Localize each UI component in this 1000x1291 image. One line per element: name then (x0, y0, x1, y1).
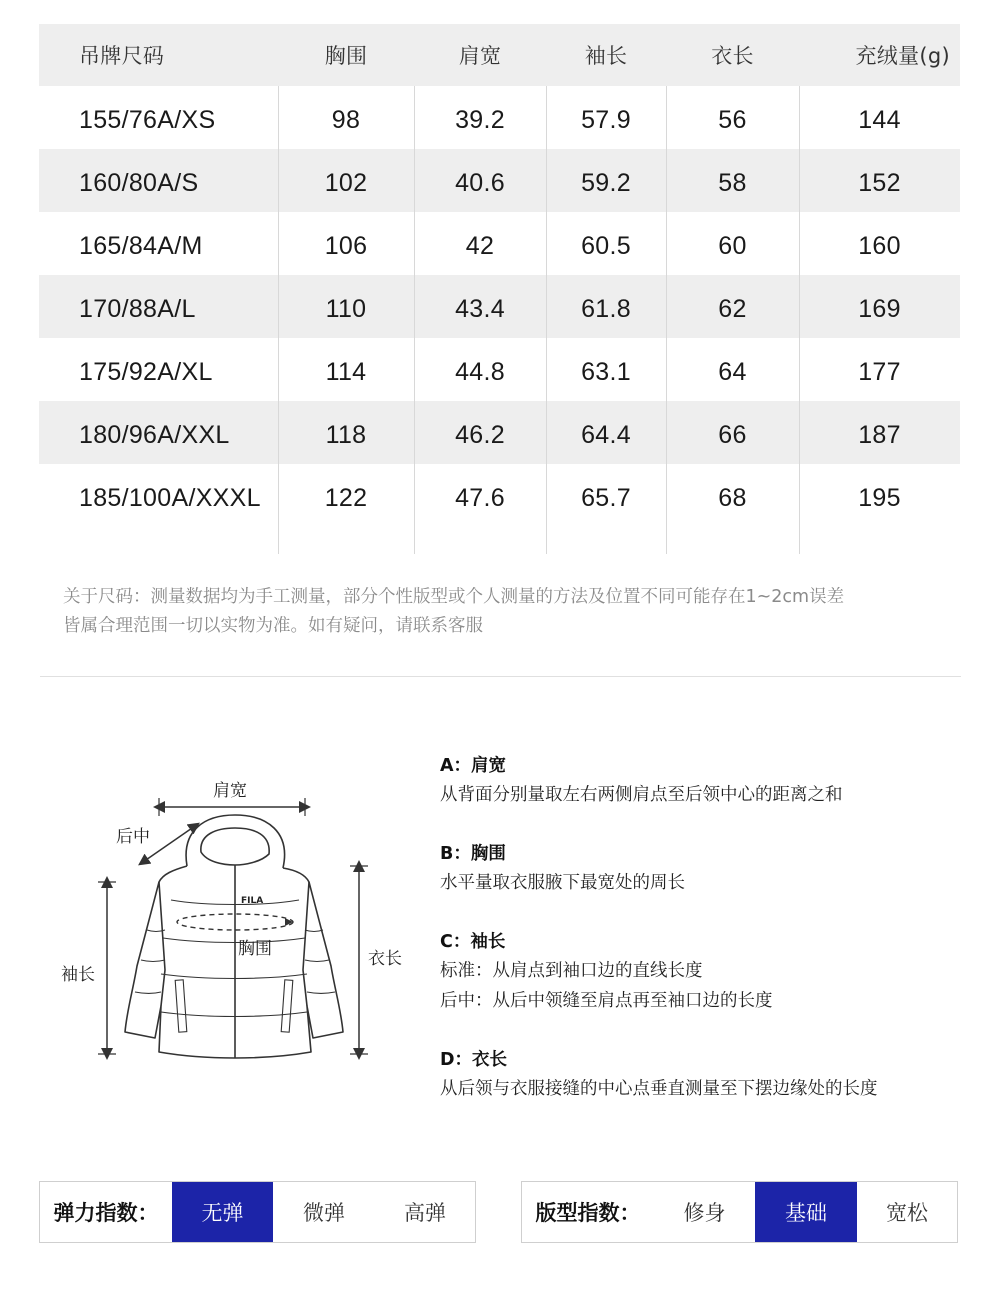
definition-shoulder (440, 752, 980, 810)
definition-title: B：胸围 (440, 844, 506, 864)
definition-length (440, 1046, 980, 1104)
length-cell: 66 (718, 421, 747, 449)
down-fill-cell: 160 (858, 232, 901, 260)
chest-cell: 122 (324, 484, 368, 512)
header-sleeve: 袖长 (584, 44, 628, 68)
back-center-label: 后中 (116, 827, 150, 847)
definition-chest (440, 840, 980, 898)
sleeve-cell: 61.8 (581, 295, 631, 323)
definition-title: A：肩宽 (440, 756, 507, 776)
definition-title: D：衣长 (440, 1050, 508, 1070)
sleeve-label: 袖长 (61, 965, 95, 985)
jacket-illustration (55, 770, 425, 1070)
fit-option-loose[interactable]: 宽松 (886, 1201, 928, 1225)
size-tag-cell: 175/92A/XL (79, 358, 213, 386)
length-cell: 62 (718, 295, 747, 323)
size-tag-cell: 170/88A/L (79, 295, 196, 323)
definition-text: 从背面分别量取左右两侧肩点至后领中心的距离之和 (440, 785, 843, 805)
down-fill-cell: 187 (858, 421, 901, 449)
brand-logo: FILA (241, 896, 264, 906)
table-row (39, 464, 960, 527)
shoulder-cell: 47.6 (455, 484, 505, 512)
column-divider (414, 86, 415, 554)
down-fill-cell: 152 (858, 169, 901, 197)
chest-cell: 102 (324, 169, 368, 197)
fit-index (521, 1181, 958, 1243)
measurement-diagram (55, 770, 425, 1070)
length-cell: 64 (718, 358, 747, 386)
length-cell: 58 (718, 169, 747, 197)
shoulder-cell: 40.6 (455, 169, 505, 197)
size-tag-cell: 160/80A/S (79, 169, 199, 197)
shoulder-cell: 39.2 (455, 106, 505, 134)
size-tag-cell: 165/84A/M (79, 232, 203, 260)
column-divider (799, 86, 800, 554)
length-cell: 56 (718, 106, 747, 134)
elasticity-option-slight[interactable]: 微弹 (303, 1201, 345, 1225)
sleeve-cell: 64.4 (581, 421, 631, 449)
definition-text: 后中：从后中领缝至肩点再至袖口边的长度 (440, 991, 773, 1011)
table-row (39, 149, 960, 212)
chest-cell: 106 (324, 232, 368, 260)
fit-option-regular[interactable]: 基础 (755, 1182, 857, 1242)
definition-sleeve (440, 928, 980, 1016)
definition-text: 水平量取衣服腋下最宽处的周长 (440, 873, 685, 893)
sleeve-cell: 59.2 (581, 169, 631, 197)
elasticity-index (39, 1181, 476, 1243)
shoulder-label: 肩宽 (213, 781, 247, 801)
shoulder-cell: 44.8 (455, 358, 505, 386)
elasticity-label: 弹力指数： (53, 1201, 159, 1225)
table-header-row (39, 24, 960, 86)
table-row (39, 275, 960, 338)
shoulder-cell: 43.4 (455, 295, 505, 323)
definition-title: C：袖长 (440, 932, 506, 952)
column-divider (666, 86, 667, 554)
down-fill-cell: 195 (858, 484, 901, 512)
size-tag-cell: 155/76A/XS (79, 106, 216, 134)
sleeve-cell: 63.1 (581, 358, 631, 386)
chest-cell: 98 (331, 106, 361, 134)
size-tag-cell: 180/96A/XXL (79, 421, 230, 449)
sleeve-cell: 65.7 (581, 484, 631, 512)
shoulder-cell: 46.2 (455, 421, 505, 449)
chest-label: 胸围 (238, 939, 272, 959)
note-line-1: 关于尺码：测量数据均为手工测量，部分个性版型或个人测量的方法及位置不同可能存在1~2cm误差 (63, 587, 845, 607)
header-down-fill: 充绒量(g) (855, 44, 950, 68)
length-cell: 68 (718, 484, 747, 512)
fit-label: 版型指数： (535, 1201, 641, 1225)
table-row (39, 86, 960, 149)
measurement-definitions (440, 752, 980, 1104)
column-divider (546, 86, 547, 554)
down-fill-cell: 169 (858, 295, 901, 323)
section-divider (40, 676, 961, 677)
chest-cell: 118 (325, 421, 367, 449)
length-label: 衣长 (368, 949, 402, 969)
header-length: 衣长 (711, 44, 754, 68)
table-row (39, 212, 960, 275)
length-cell: 60 (718, 232, 747, 260)
elasticity-option-none[interactable]: 无弹 (172, 1182, 273, 1242)
elasticity-option-high[interactable]: 高弹 (404, 1201, 446, 1225)
chest-cell: 114 (325, 358, 367, 386)
chest-cell: 110 (325, 295, 367, 323)
header-size-tag: 吊牌尺码 (79, 44, 165, 68)
column-divider (278, 86, 279, 554)
sleeve-cell: 60.5 (581, 232, 631, 260)
note-line-2: 皆属合理范围一切以实物为准。如有疑问，请联系客服 (63, 616, 483, 636)
definition-text: 标准：从肩点到袖口边的直线长度 (440, 961, 703, 981)
fit-option-slim[interactable]: 修身 (683, 1201, 726, 1225)
down-fill-cell: 177 (858, 358, 901, 386)
down-fill-cell: 144 (858, 106, 901, 134)
size-table (39, 24, 960, 527)
table-row (39, 401, 960, 464)
definition-text: 从后领与衣服接缝的中心点垂直测量至下摆边缘处的长度 (440, 1079, 878, 1099)
header-shoulder: 肩宽 (458, 44, 502, 68)
table-row (39, 338, 960, 401)
size-note (63, 583, 963, 641)
size-tag-cell: 185/100A/XXXL (79, 484, 261, 512)
sleeve-cell: 57.9 (581, 106, 631, 134)
shoulder-cell: 42 (465, 232, 495, 260)
header-chest: 胸围 (324, 44, 368, 68)
